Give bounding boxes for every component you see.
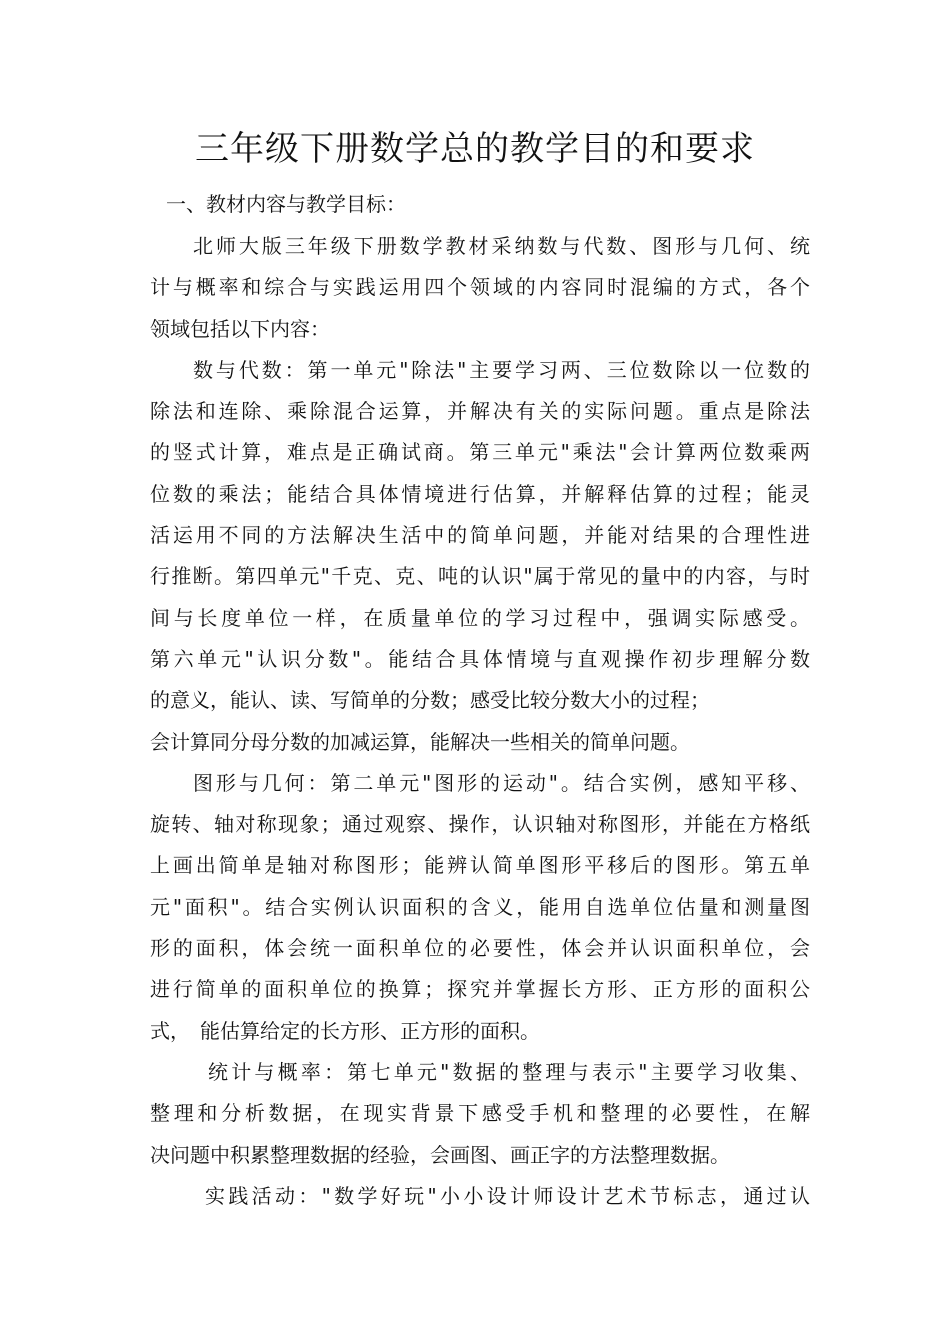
paragraph-line: 形的面积，体会统一面积单位的必要性，体会并认识面积单位，会 bbox=[150, 936, 810, 961]
paragraph-line: 北师大版三年级下册数学教材采纳数与代数、图形与几何、统 bbox=[193, 234, 810, 258]
document-body bbox=[150, 226, 810, 1217]
section-heading: 一、教材内容与教学目标： bbox=[166, 192, 406, 216]
paragraph-line: 图形与几何：第二单元"图形的运动"。结合实例，感知平移、 bbox=[193, 770, 810, 795]
paragraph-line: 领域包括以下内容： bbox=[150, 316, 330, 341]
paragraph-line: 元"面积"。结合实例认识面积的含义，能用自选单位估量和测量图 bbox=[150, 894, 810, 919]
paragraph-line: 式， 能估算给定的长方形、正方形的面积。 bbox=[150, 1018, 540, 1043]
document-title: 三年级下册数学总的教学目的和要求 bbox=[195, 129, 755, 169]
paragraph-line: 计与概率和综合与实践运用四个领域的内容同时混编的方式，各个 bbox=[150, 275, 810, 300]
paragraph-line: 除法和连除、乘除混合运算，并解决有关的实际问题。重点是除法 bbox=[150, 399, 810, 424]
paragraph-line: 上画出简单是轴对称图形；能辨认简单图形平移后的图形。第五单 bbox=[150, 853, 810, 878]
paragraph-line: 决问题中积累整理数据的经验，会画图、画正字的方法整理数据。 bbox=[150, 1142, 730, 1167]
paragraph-line: 的意义，能认、读、写简单的分数；感受比较分数大小的过程； bbox=[150, 688, 710, 713]
paragraph-line: 第六单元"认识分数"。能结合具体情境与直观操作初步理解分数 bbox=[150, 646, 810, 671]
paragraph-line: 统计与概率：第七单元"数据的整理与表示"主要学习收集、 bbox=[208, 1059, 810, 1084]
paragraph-line: 实践活动："数学好玩"小小设计师设计艺术节标志，通过认 bbox=[205, 1183, 810, 1208]
paragraph-line: 整理和分析数据，在现实背景下感受手机和整理的必要性，在解 bbox=[150, 1101, 810, 1126]
paragraph-line: 数与代数：第一单元"除法"主要学习两、三位数除以一位数的 bbox=[193, 357, 810, 382]
paragraph-line: 的竖式计算，难点是正确试商。第三单元"乘法"会计算两位数乘两 bbox=[150, 440, 810, 465]
paragraph-line: 行推断。第四单元"千克、克、吨的认识"属于常见的量中的内容，与时 bbox=[150, 564, 810, 589]
paragraph-line: 会计算同分母分数的加减运算，能解决一些相关的简单问题。 bbox=[150, 729, 690, 754]
paragraph-line: 位数的乘法；能结合具体情境进行估算，并解释估算的过程；能灵 bbox=[150, 481, 810, 506]
paragraph-line: 活运用不同的方法解决生活中的简单问题，并能对结果的合理性进 bbox=[150, 523, 810, 548]
paragraph-line: 间与长度单位一样，在质量单位的学习过程中，强调实际感受。 bbox=[150, 605, 810, 630]
paragraph-line: 旋转、轴对称现象；通过观察、操作，认识轴对称图形，并能在方格纸 bbox=[150, 812, 810, 837]
paragraph-line: 进行简单的面积单位的换算；探究并掌握长方形、正方形的面积公 bbox=[150, 977, 810, 1002]
